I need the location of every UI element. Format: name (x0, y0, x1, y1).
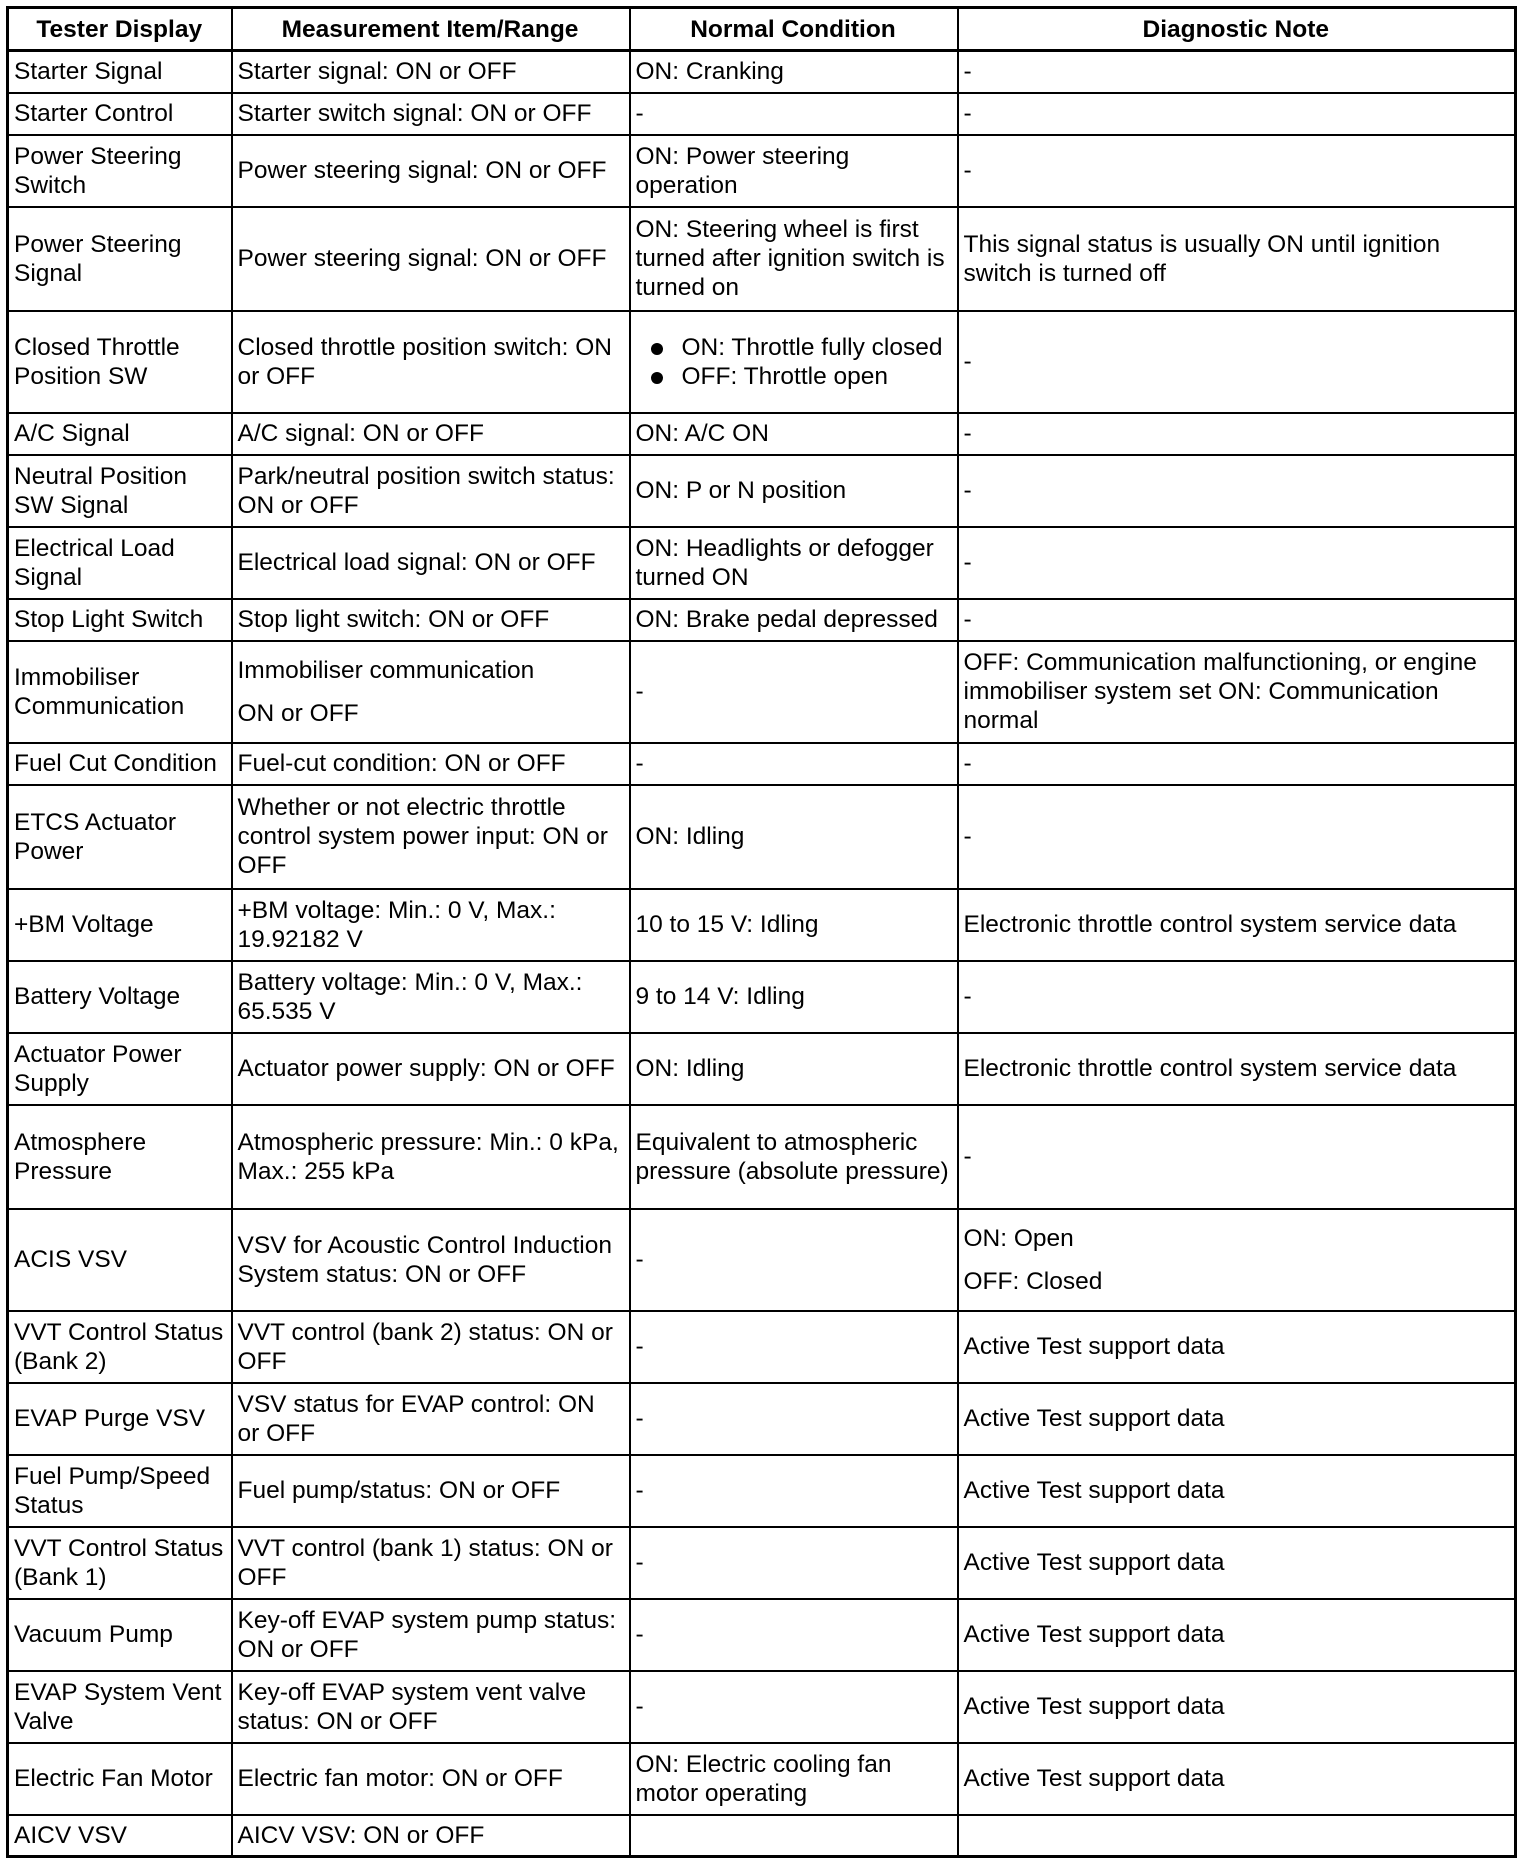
table-row (8, 1815, 1516, 1857)
cell-diagnostic-note: - (958, 413, 1516, 455)
cell-tester-display: +BM Voltage (8, 889, 232, 961)
table-row (8, 135, 1516, 207)
cell-measurement: Fuel pump/status: ON or OFF (232, 1455, 630, 1527)
cell-measurement: Actuator power supply: ON or OFF (232, 1033, 630, 1105)
header-tester-display: Tester Display (8, 8, 232, 51)
header-measurement-item: Measurement Item/Range (232, 8, 630, 51)
table-row (8, 455, 1516, 527)
cell-tester-display: Immobiliser Communication (8, 641, 232, 743)
cell-normal-condition: - (630, 93, 958, 135)
cell-diagnostic-note: Active Test support data (958, 1599, 1516, 1671)
table-row (8, 311, 1516, 413)
cell-diagnostic-note: - (958, 785, 1516, 889)
cell-normal-condition (630, 1815, 958, 1857)
cell-normal-condition: - (630, 1383, 958, 1455)
cell-tester-display: Fuel Cut Condition (8, 743, 232, 785)
table-row (8, 1311, 1516, 1383)
cell-normal-condition: ON: Idling (630, 1033, 958, 1105)
cell-diagnostic-note: OFF: Communication malfunctioning, or engine immobiliser system set ON: Communication normal (958, 641, 1516, 743)
cell-normal-condition: Equivalent to atmospheric pressure (absolute pressure) (630, 1105, 958, 1209)
measurement-line: Immobiliser communication (237, 656, 535, 684)
cell-normal-condition: ON: Idling (630, 785, 958, 889)
table-row (8, 1209, 1516, 1311)
cell-diagnostic-note: Active Test support data (958, 1527, 1516, 1599)
header-normal-condition: Normal Condition (630, 8, 958, 51)
table-body (8, 51, 1516, 1857)
cell-tester-display: Fuel Pump/Speed Status (8, 1455, 232, 1527)
cell-normal-condition: 9 to 14 V: Idling (630, 961, 958, 1033)
cell-tester-display: VVT Control Status (Bank 2) (8, 1311, 232, 1383)
cell-normal-condition: ON: Brake pedal depressed (630, 599, 958, 641)
table-row (8, 1455, 1516, 1527)
cell-normal-condition: ON: Power steering operation (630, 135, 958, 207)
cell-measurement: Atmospheric pressure: Min.: 0 kPa, Max.: 255 kPa (232, 1105, 630, 1209)
cell-diagnostic-note: - (958, 599, 1516, 641)
note-line: ON: Open (963, 1224, 1074, 1252)
normal-condition-bullet-list (636, 333, 951, 391)
cell-tester-display: EVAP System Vent Valve (8, 1671, 232, 1743)
cell-tester-display: A/C Signal (8, 413, 232, 455)
cell-tester-display: Atmosphere Pressure (8, 1105, 232, 1209)
cell-diagnostic-note: This signal status is usually ON until ignition switch is turned off (958, 207, 1516, 311)
table-row (8, 1383, 1516, 1455)
cell-tester-display: ACIS VSV (8, 1209, 232, 1311)
cell-normal-condition: ON: Cranking (630, 51, 958, 93)
cell-measurement: VSV status for EVAP control: ON or OFF (232, 1383, 630, 1455)
cell-measurement: VVT control (bank 1) status: ON or OFF (232, 1527, 630, 1599)
cell-diagnostic-note: - (958, 51, 1516, 93)
data-list-table (6, 6, 1517, 1858)
table-row (8, 785, 1516, 889)
cell-normal-condition: ON: Steering wheel is first turned after ignition switch is turned on (630, 207, 958, 311)
cell-measurement: VSV for Acoustic Control Induction System status: ON or OFF (232, 1209, 630, 1311)
cell-normal-condition: - (630, 1455, 958, 1527)
cell-diagnostic-note (958, 1815, 1516, 1857)
table-row (8, 1743, 1516, 1815)
cell-measurement: Electrical load signal: ON or OFF (232, 527, 630, 599)
cell-measurement: Starter switch signal: ON or OFF (232, 93, 630, 135)
table-row (8, 413, 1516, 455)
cell-measurement: Power steering signal: ON or OFF (232, 135, 630, 207)
cell-tester-display: Electrical Load Signal (8, 527, 232, 599)
cell-normal-condition: - (630, 1209, 958, 1311)
measurement-line: ON or OFF (237, 699, 359, 727)
cell-diagnostic-note: - (958, 527, 1516, 599)
table-row (8, 1527, 1516, 1599)
cell-diagnostic-note: - (958, 311, 1516, 413)
cell-measurement: Closed throttle position switch: ON or OFF (232, 311, 630, 413)
cell-measurement: Electric fan motor: ON or OFF (232, 1743, 630, 1815)
cell-normal-condition: 10 to 15 V: Idling (630, 889, 958, 961)
cell-normal-condition: ON: P or N position (630, 455, 958, 527)
cell-normal-condition: - (630, 641, 958, 743)
cell-tester-display: AICV VSV (8, 1815, 232, 1857)
cell-diagnostic-note: - (958, 961, 1516, 1033)
table-row (8, 743, 1516, 785)
cell-tester-display: Starter Control (8, 93, 232, 135)
cell-tester-display: Stop Light Switch (8, 599, 232, 641)
cell-diagnostic-note: - (958, 743, 1516, 785)
cell-normal-condition: - (630, 1599, 958, 1671)
cell-measurement: AICV VSV: ON or OFF (232, 1815, 630, 1857)
table-row (8, 527, 1516, 599)
cell-normal-condition: - (630, 743, 958, 785)
table-row (8, 961, 1516, 1033)
cell-normal-condition: ON: Headlights or defogger turned ON (630, 527, 958, 599)
cell-normal-condition: - (630, 1527, 958, 1599)
cell-normal-condition: ON: A/C ON (630, 413, 958, 455)
table-row (8, 1033, 1516, 1105)
cell-diagnostic-note: Electronic throttle control system service data (958, 889, 1516, 961)
cell-normal-condition: ON: Electric cooling fan motor operating (630, 1743, 958, 1815)
cell-tester-display: Neutral Position SW Signal (8, 455, 232, 527)
cell-diagnostic-note: Active Test support data (958, 1455, 1516, 1527)
table-row (8, 889, 1516, 961)
cell-diagnostic-note: Active Test support data (958, 1311, 1516, 1383)
cell-measurement (232, 641, 630, 743)
cell-normal-condition (630, 311, 958, 413)
cell-diagnostic-note: Electronic throttle control system service data (958, 1033, 1516, 1105)
cell-measurement: Battery voltage: Min.: 0 V, Max.: 65.535 V (232, 961, 630, 1033)
cell-diagnostic-note: - (958, 93, 1516, 135)
cell-tester-display: ETCS Actuator Power (8, 785, 232, 889)
cell-tester-display: Closed Throttle Position SW (8, 311, 232, 413)
cell-diagnostic-note: Active Test support data (958, 1743, 1516, 1815)
cell-measurement: +BM voltage: Min.: 0 V, Max.: 19.92182 V (232, 889, 630, 961)
table-row (8, 51, 1516, 93)
cell-tester-display: Electric Fan Motor (8, 1743, 232, 1815)
cell-measurement: Fuel-cut condition: ON or OFF (232, 743, 630, 785)
table-row (8, 641, 1516, 743)
cell-measurement: Power steering signal: ON or OFF (232, 207, 630, 311)
cell-normal-condition: - (630, 1671, 958, 1743)
cell-tester-display: Battery Voltage (8, 961, 232, 1033)
header-row (8, 8, 1516, 51)
cell-tester-display: Actuator Power Supply (8, 1033, 232, 1105)
cell-measurement: Whether or not electric throttle control system power input: ON or OFF (232, 785, 630, 889)
table-row (8, 1671, 1516, 1743)
cell-measurement: Key-off EVAP system vent valve status: ON or OFF (232, 1671, 630, 1743)
cell-tester-display: Vacuum Pump (8, 1599, 232, 1671)
cell-tester-display: Starter Signal (8, 51, 232, 93)
cell-measurement: Park/neutral position switch status: ON or OFF (232, 455, 630, 527)
cell-diagnostic-note: - (958, 135, 1516, 207)
cell-measurement: Starter signal: ON or OFF (232, 51, 630, 93)
header-diagnostic-note: Diagnostic Note (958, 8, 1516, 51)
cell-measurement: VVT control (bank 2) status: ON or OFF (232, 1311, 630, 1383)
cell-tester-display: VVT Control Status (Bank 1) (8, 1527, 232, 1599)
cell-diagnostic-note: Active Test support data (958, 1383, 1516, 1455)
table-row (8, 1105, 1516, 1209)
cell-tester-display: Power Steering Signal (8, 207, 232, 311)
cell-tester-display: EVAP Purge VSV (8, 1383, 232, 1455)
table-row (8, 1599, 1516, 1671)
cell-tester-display: Power Steering Switch (8, 135, 232, 207)
cell-measurement: Stop light switch: ON or OFF (232, 599, 630, 641)
cell-normal-condition: - (630, 1311, 958, 1383)
bullet-item: OFF: Throttle open (682, 362, 951, 391)
table-row (8, 207, 1516, 311)
table-row (8, 599, 1516, 641)
cell-diagnostic-note (958, 1209, 1516, 1311)
table-header (8, 8, 1516, 51)
cell-measurement: Key-off EVAP system pump status: ON or OFF (232, 1599, 630, 1671)
note-line: OFF: Closed (963, 1267, 1103, 1295)
table-row (8, 93, 1516, 135)
cell-measurement: A/C signal: ON or OFF (232, 413, 630, 455)
cell-diagnostic-note: Active Test support data (958, 1671, 1516, 1743)
data-list-sheet (6, 6, 1514, 1858)
cell-diagnostic-note: - (958, 455, 1516, 527)
bullet-item: ON: Throttle fully closed (682, 333, 951, 362)
cell-diagnostic-note: - (958, 1105, 1516, 1209)
